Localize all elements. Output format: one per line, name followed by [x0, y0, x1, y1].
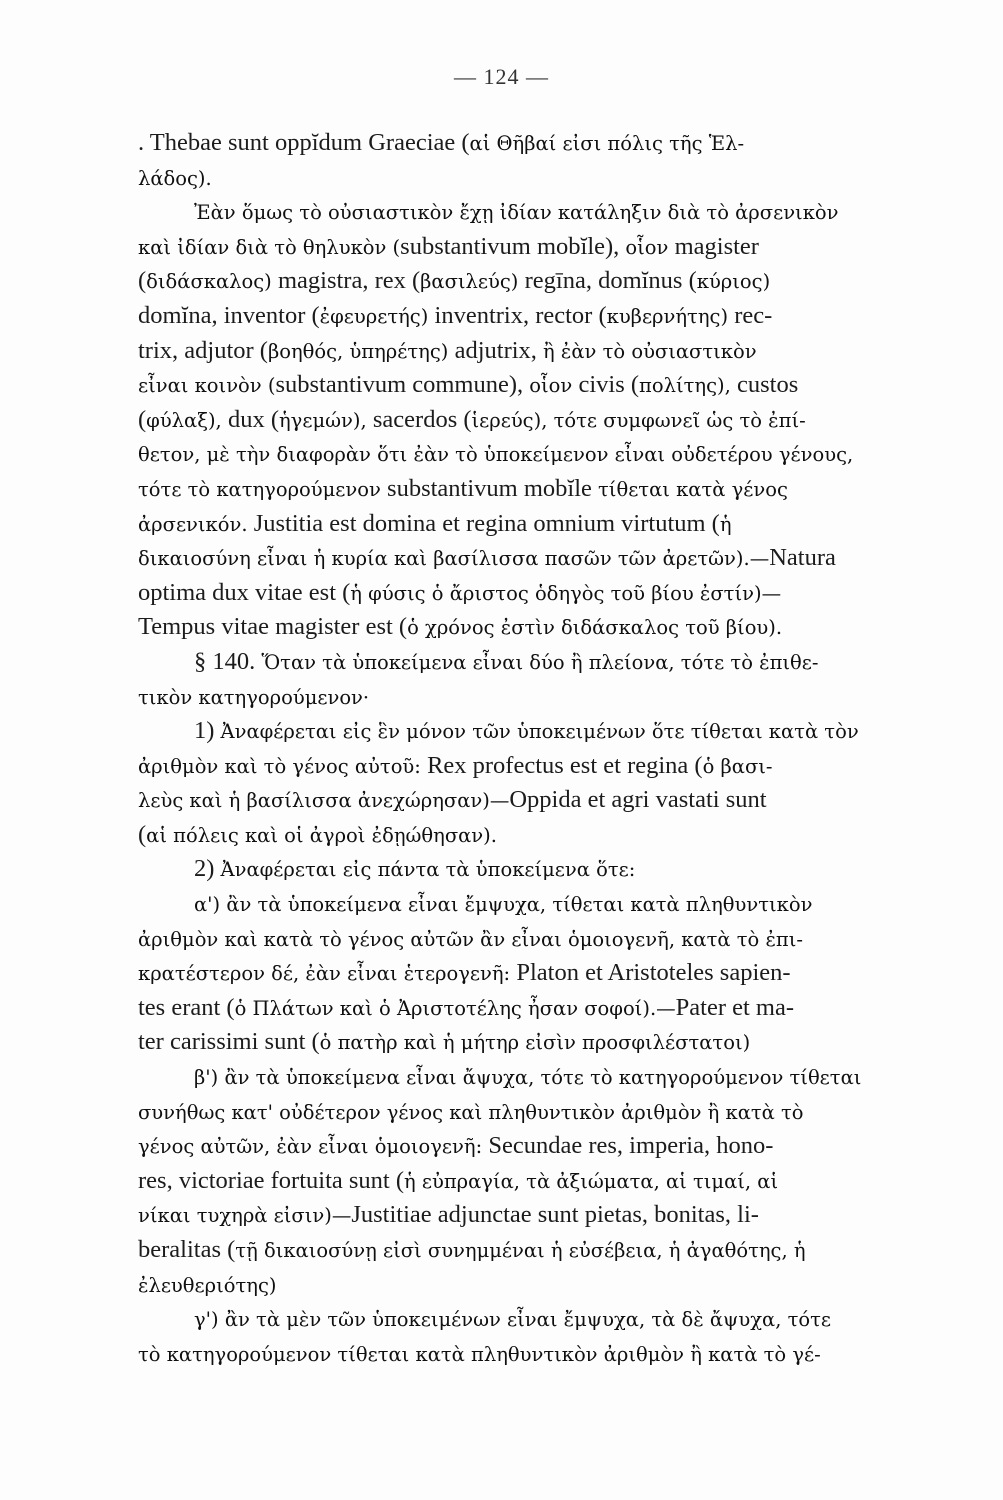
text-line: β') ἂν τὰ ὑποκείμενα εἶναι ἄψυχα, τότε τὸ κατηγορούμενον τίθεται — [194, 1066, 862, 1090]
text-line: λάδος). — [138, 166, 212, 190]
text-line: δικαιοσύνη εἶναι ἡ κυρία καὶ βασίλισσα πασῶν τῶν ἀρετῶν).—Natura — [138, 544, 836, 572]
text-line: ἐλευθεριότης) — [138, 1273, 277, 1297]
text-line: γ') ἂν τὰ μὲν τῶν ὑποκειμένων εἶναι ἔμψυχα, τὰ δὲ ἄψυχα, τότε — [194, 1308, 832, 1332]
text-line: . Thebae sunt oppĭdum Graeciae (αἱ Θῆβαί εἰσι πόλις τῆς Ἑλ- — [138, 129, 745, 156]
text-line: § 140. Ὅταν τὰ ὑποκείμενα εἶναι δύο ἢ πλείονα, τότε τὸ ἐπιθε- — [194, 647, 819, 675]
text-line: Ἐὰν ὅμως τὸ οὐσιαστικὸν ἔχῃ ἰδίαν κατάληξιν διὰ τὸ ἀρσενικὸν — [194, 201, 839, 225]
text-line: τικὸν κατηγορούμενον· — [138, 685, 370, 709]
text-line: α') ἂν τὰ ὑποκείμενα εἶναι ἔμψυχα, τίθεται κατὰ πληθυντικὸν — [194, 893, 813, 917]
text-line: 2) Ἀναφέρεται εἰς πάντα τὰ ὑποκείμενα ὅτε: — [194, 855, 636, 883]
text-line: 1) Ἀναφέρεται εἰς ἓν μόνον τῶν ὑποκειμένων ὅτε τίθεται κατὰ τὸν — [194, 717, 859, 745]
text-line: τὸ κατηγορούμενον τίθεται κατὰ πληθυντικὸν ἀριθμὸν ἢ κατὰ τὸ γέ- — [138, 1342, 821, 1366]
text-line: tes erant (ὁ Πλάτων καὶ ὁ Ἀριστοτέλης ἦσαν σοφοί).—Pater et ma- — [138, 993, 795, 1021]
text-line: κρατέστερον δέ, ἐὰν εἶναι ἑτερογενῆ: Platon et Aristoteles sapien- — [138, 959, 791, 987]
text-line: ter carissimi sunt (ὁ πατὴρ καὶ ἡ μήτηρ εἰσὶν προσφιλέστατοι) — [138, 1028, 751, 1056]
text-line: domĭna, inventor (ἐφευρετής) inventrix, rector (κυβερνήτης) rec- — [138, 301, 773, 329]
text-line: (διδάσκαλος) magistra, rex (βασιλεύς) regīna, domĭnus (κύριος) — [138, 267, 771, 295]
text-line: λεὺς καὶ ἡ βασίλισσα ἀνεχώρησαν)—Oppida et agri vastati sunt — [138, 786, 767, 814]
text-line: optima dux vitae est (ἡ φύσις ὁ ἄριστος ὁδηγὸς τοῦ βίου ἐστίν)— — [138, 578, 782, 606]
text-line: νίκαι τυχηρὰ εἰσιν)—Justitiae adjunctae sunt pietas, bonitas, li- — [138, 1201, 759, 1229]
text-line: γένος αὐτῶν, ἐὰν εἶναι ὁμοιογενῆ: Secundae res, imperia, hono- — [138, 1132, 774, 1160]
text-line: res, victoriae fortuita sunt (ἡ εὐπραγία, τὰ ἀξιώματα, αἱ τιμαί, αἱ — [138, 1166, 779, 1194]
text-line: συνήθως κατ' οὐδέτερον γένος καὶ πληθυντικὸν ἀριθμὸν ἢ κατὰ τὸ — [138, 1100, 804, 1124]
page-number: — 124 — — [454, 64, 549, 89]
text-line: ἀριθμὸν καὶ τὸ γένος αὐτοῦ: Rex profectus est et regina (ὁ βασι- — [138, 751, 773, 779]
text-line: καὶ ἰδίαν διὰ τὸ θηλυκὸν (substantivum mobĭle), οἷον magister — [138, 232, 759, 260]
text-line: εἶναι κοινὸν (substantivum commune), οἷον civis (πολίτης), custos — [138, 371, 799, 399]
text-line: τότε τὸ κατηγορούμενον substantivum mobĭle τίθεται κατὰ γένος — [138, 474, 788, 502]
text-line: θετον, μὲ τὴν διαφορὰν ὅτι ἐὰν τὸ ὑποκείμενον εἶναι οὐδετέρου γένους, — [138, 443, 854, 467]
text-line: ἀρσενικόν. Justitia est domina et regina omnium virtutum (ἡ — [138, 509, 732, 537]
text-line: ἀριθμὸν καὶ κατὰ τὸ γένος αὐτῶν ἂν εἶναι ὁμοιογενῆ, κατὰ τὸ ἐπι- — [138, 927, 803, 951]
text-line: trix, adjutor (βοηθός, ὑπηρέτης) adjutrix, ἢ ἐὰν τὸ οὐσιαστικὸν — [138, 336, 757, 364]
text-line: (φύλαξ), dux (ἡγεμών), sacerdos (ἱερεύς), τότε συμφωνεῖ ὡς τὸ ἐπί- — [138, 405, 806, 433]
text-line: (αἱ πόλεις καὶ οἱ ἀγροὶ ἐδῃώθησαν). — [138, 820, 497, 848]
text-line: beralitas (τῇ δικαιοσύνῃ εἰσὶ συνημμέναι ἡ εὐσέβεια, ἡ ἀγαθότης, ἡ — [138, 1236, 806, 1263]
text-line: Tempus vitae magister est (ὁ χρόνος ἐστὶν διδάσκαλος τοῦ βίου). — [138, 613, 783, 641]
page-body-text — [138, 126, 964, 1371]
